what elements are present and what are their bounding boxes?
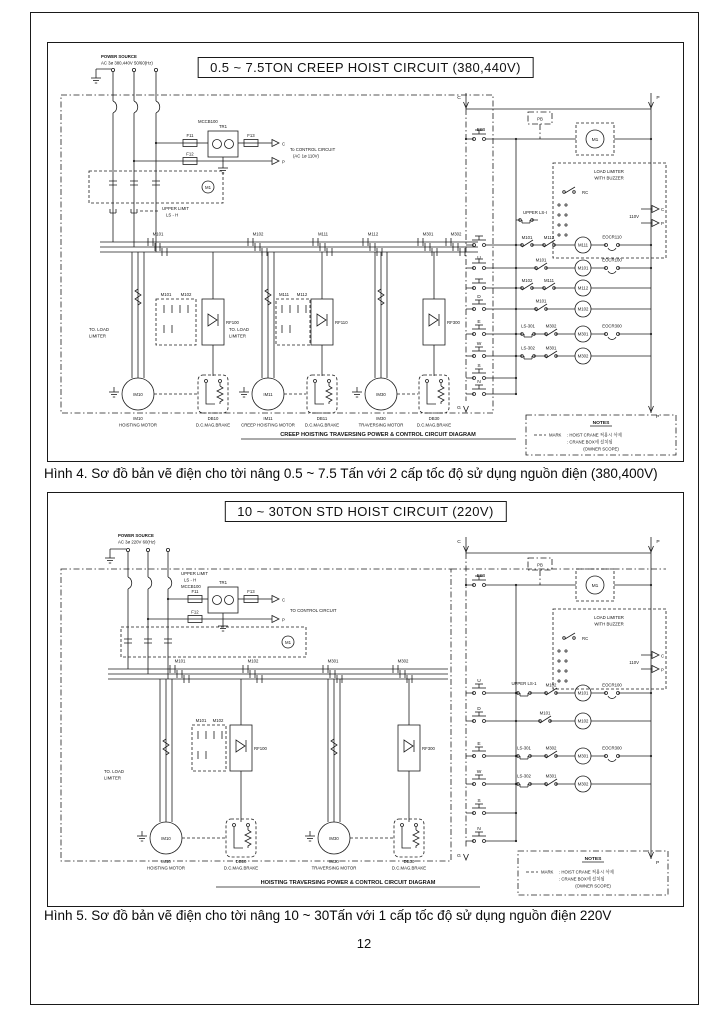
nc-contact-label: M302 xyxy=(545,323,557,329)
sub-contact-label: M102 xyxy=(212,718,224,723)
contactor-label: M102 xyxy=(252,231,264,237)
meter-label: M1 xyxy=(285,640,291,645)
load-limiter-label: WITH BUZZER xyxy=(594,621,624,627)
rectifier-label: RF300 xyxy=(447,320,460,325)
to-control-label: TO CONTROL CIRCUIT xyxy=(290,608,337,613)
to-load-limiter-label: TO. LOAD xyxy=(229,327,249,332)
notes-line2: : CRANE BOX에 설치됨 xyxy=(567,439,613,445)
arrow-p-label: P xyxy=(282,159,285,165)
to-load-limiter-label: TO. LOAD xyxy=(89,327,109,332)
esb-label: ESB xyxy=(476,573,486,578)
terminal-p-label: P xyxy=(656,96,660,101)
notes-line3: (OWNER SCOPE) xyxy=(575,883,611,889)
nc-contact-label: M112 xyxy=(543,235,555,240)
terminal-p-label: P xyxy=(656,540,660,545)
figure4-caption: Hình 4. Sơ đồ bản vẽ điện cho tời nâng 0.5 ~ 7.5 Tấn với 2 cấp tốc độ sử dụng nguồn điện (380,400V) xyxy=(44,466,658,481)
upper-limit-ls-label: LS - H xyxy=(184,577,197,583)
coil-label: M301 xyxy=(577,753,589,759)
power-rating-label: AC 3ø 380,440V 50/60(Hz) xyxy=(101,60,153,66)
upper-limit-label: UPPER LIMIT xyxy=(162,206,189,211)
diagram-footer-label: HOISTING TRAVERSING POWER & CONTROL CIRCUIT DIAGRAM xyxy=(260,880,436,886)
rectifier-label: RF300 xyxy=(422,746,435,751)
nc-contact-label: M101 xyxy=(521,235,533,240)
figure4-title-box: 0.5 ~ 7.5TON CREEP HOIST CIRCUIT (380,440V) xyxy=(197,57,534,78)
coil-label: M112 xyxy=(577,285,589,291)
fuse-f13-label: F13 xyxy=(247,589,255,594)
upper-limit-label: UPPER LIMIT xyxy=(181,571,208,576)
nc-contact-label: M301 xyxy=(545,773,557,779)
fuse-f11-label: F11 xyxy=(191,589,199,594)
sub-contact-label: M111 xyxy=(278,292,290,297)
button-label: S xyxy=(477,364,481,369)
motor-name-label: HOISTING MOTOR xyxy=(147,865,185,871)
g-terminal-label: G xyxy=(457,854,461,859)
figure5-title-box: 10 ~ 30TON STD HOIST CIRCUIT (220V) xyxy=(224,501,506,522)
notes-title: NOTES xyxy=(592,421,610,426)
button-label: U xyxy=(477,679,481,684)
mccb-label: MCCB100 xyxy=(181,584,201,589)
coil-label: M101 xyxy=(577,690,589,696)
coil-label: M102 xyxy=(577,306,589,312)
upper-limit-ls-label: LS - H xyxy=(166,212,179,218)
coil-label: M102 xyxy=(577,718,589,724)
limit-switch-label: LS-302 xyxy=(517,773,531,779)
figure5-panel xyxy=(47,492,684,907)
notes-line3: (OWNER SCOPE) xyxy=(583,446,619,452)
terminal-c-label: C xyxy=(457,96,461,101)
nc-contact-label: M101 xyxy=(535,298,547,304)
fuse-f12-label: F12 xyxy=(186,151,194,157)
relay-label: EOCR100 xyxy=(602,257,622,263)
brake-name-label: D.C.MAG.BRAKE xyxy=(195,422,231,428)
rectifier-label: RF100 xyxy=(226,320,239,325)
nc-contact-label: M101 xyxy=(539,710,551,716)
arrow-p-label: P xyxy=(661,221,664,226)
nc-contact-label: M102 xyxy=(545,682,557,688)
contactor-label: M101 xyxy=(152,231,164,237)
rc-label: RC xyxy=(582,636,589,641)
rectifier-label: RF110 xyxy=(335,320,348,325)
limit-switch-label: LS-302 xyxy=(521,345,535,351)
motor-id: IM10 xyxy=(133,392,143,397)
p-terminal-label: P xyxy=(656,861,660,866)
sub-contact-label: M101 xyxy=(195,718,207,723)
voltage-label: 110V xyxy=(629,660,639,665)
fuse-f13-label: F13 xyxy=(247,133,255,138)
sub-contact-label: M112 xyxy=(296,292,308,297)
pb-label: PB xyxy=(537,562,543,568)
contactor-label: M102 xyxy=(247,658,259,664)
nc-contact-label: M102 xyxy=(521,278,533,283)
button-label: W xyxy=(476,342,482,347)
nc-contact-label: M301 xyxy=(545,345,557,351)
notes-line1: : HOIST CRANE 적용시 삭제 xyxy=(567,432,622,438)
contactor-label: M111 xyxy=(317,231,329,237)
motor-id: IM10 xyxy=(161,836,171,841)
mccb-label: MCCB100 xyxy=(198,119,218,124)
notes-title: NOTES xyxy=(584,857,602,862)
to-load-limiter-label: LIMITER xyxy=(229,333,246,339)
to-control-label: To CONTROL CIRCUIT xyxy=(290,147,336,152)
rc-label: RC xyxy=(582,190,589,195)
brake-id-label: DB11 xyxy=(316,416,328,421)
contactor-label: M301 xyxy=(327,658,339,664)
voltage-label: 110V xyxy=(629,214,639,219)
relay-label: EOCR300 xyxy=(602,323,622,329)
upper-ls-label: UPPER LS-I xyxy=(523,210,547,215)
pb-label: PB xyxy=(537,116,543,122)
contactor-label: M112 xyxy=(367,231,379,237)
contactor-label: M302 xyxy=(397,658,409,664)
brake-id-label: DB10 xyxy=(235,859,247,864)
button-label: D xyxy=(477,707,481,712)
brake-name-label: D.C.MAG.BRAKE xyxy=(391,865,427,871)
notes-mark-label: MARK xyxy=(541,869,554,875)
brake-name-label: D.C.MAG.BRAKE xyxy=(223,865,259,871)
rectifier-label: RF100 xyxy=(254,746,267,751)
esb-label: ESB xyxy=(476,127,486,132)
limit-switch-label: LS-301 xyxy=(521,323,535,329)
coil-label: M301 xyxy=(577,331,589,337)
motor-id-label: IM10 xyxy=(161,859,171,864)
fig4-labels xyxy=(89,54,664,452)
terminal-c-label: C xyxy=(457,540,461,545)
brake-id-label: DB30 xyxy=(428,416,440,421)
fig5-wiring xyxy=(61,537,668,895)
sub-contact-label: M101 xyxy=(160,292,172,297)
creep-hoist-circuit-diagram xyxy=(48,43,683,461)
contactor-label: M302 xyxy=(450,231,462,237)
arrow-c-label: C xyxy=(282,597,286,603)
load-limiter-label: LOAD LIMITER xyxy=(594,615,624,620)
power-source-label: POWER SOURCE xyxy=(101,54,137,59)
button-label: E xyxy=(477,320,481,325)
coil-label: M101 xyxy=(577,265,589,271)
motor-id-label: IM30 xyxy=(329,859,339,864)
nc-contact-label: M101 xyxy=(535,257,547,263)
fig4-wiring xyxy=(61,68,676,455)
page-number: 12 xyxy=(356,936,372,951)
coil-label: M111 xyxy=(577,242,589,248)
brake-name-label: D.C.MAG.BRAKE xyxy=(416,422,452,428)
meter-m1-label: M1 xyxy=(591,138,599,143)
button-label: E xyxy=(477,742,481,747)
relay-label: EOCR100 xyxy=(602,682,622,688)
notes-mark-label: MARK xyxy=(549,432,562,438)
arrow-p-label: P xyxy=(661,667,664,673)
brake-id-label: DB30 xyxy=(403,859,415,864)
meter-label: M1 xyxy=(205,185,211,190)
motor-id-label: IM11 xyxy=(263,416,273,421)
motor-id-label: IM30 xyxy=(376,416,386,421)
arrow-c-label: C xyxy=(661,653,665,659)
brake-id-label: DB10 xyxy=(207,416,219,421)
nc-contact-label: M111 xyxy=(543,278,555,283)
motor-name-label: CREEP HOISTING MOTOR xyxy=(241,422,295,428)
to-load-limiter-label: LIMITER xyxy=(104,775,121,781)
motor-id: IM30 xyxy=(376,392,386,397)
contactor-label: M301 xyxy=(422,231,434,237)
motor-name-label: TRAVERSING MOTOR xyxy=(311,865,357,871)
load-limiter-label: WITH BUZZER xyxy=(594,175,624,181)
std-hoist-circuit-diagram xyxy=(48,493,683,906)
meter-m1-label: M1 xyxy=(591,584,599,589)
g-terminal-label: G xyxy=(457,406,461,411)
coil-label: M302 xyxy=(577,353,589,359)
to-control-voltage-label: (AC 1ø 110V) xyxy=(293,153,319,159)
sub-contact-label: M102 xyxy=(180,292,192,297)
motor-id-label: IM10 xyxy=(133,416,143,421)
p-terminal-label: P xyxy=(656,415,660,420)
load-limiter-label: LOAD LIMITER xyxy=(594,169,624,174)
contactor-label: M101 xyxy=(174,658,186,664)
relay-label: EOCR300 xyxy=(602,745,622,751)
coil-label: M302 xyxy=(577,781,589,787)
arrow-c-label: C xyxy=(661,207,665,212)
arrow-p-label: P xyxy=(282,617,285,623)
transformer-label: TR1 xyxy=(218,580,228,585)
power-source-label: POWER SOURCE xyxy=(118,533,154,538)
motor-id: IM11 xyxy=(263,392,273,397)
limit-switch-label: UPPER LS-1 xyxy=(511,681,537,686)
notes-line1: : HOIST CRANE 적용시 삭제 xyxy=(559,869,614,875)
transformer-label: TR1 xyxy=(218,124,228,129)
button-label: U xyxy=(477,256,481,261)
fuse-f11-label: F11 xyxy=(186,133,194,138)
notes-line2: : CRANE BOX에 설치됨 xyxy=(559,876,605,882)
fig5-labels xyxy=(104,533,664,889)
button-label: W xyxy=(476,770,482,775)
figure5-caption: Hình 5. Sơ đồ bản vẽ điện cho tời nâng 10 ~ 30Tấn với 1 cấp tốc độ sử dụng nguồn điện 220V xyxy=(44,908,612,923)
nc-contact-label: M302 xyxy=(545,745,557,751)
to-load-limiter-label: LIMITER xyxy=(89,333,106,339)
power-rating-label: AC 3ø 220V 60(Hz) xyxy=(118,539,156,545)
brake-name-label: D.C.MAG.BRAKE xyxy=(304,422,340,428)
to-load-limiter-label: TO. LOAD xyxy=(104,769,124,774)
figure4-panel xyxy=(47,42,684,462)
fuse-f12-label: F12 xyxy=(191,609,199,615)
motor-name-label: HOISTING MOTOR xyxy=(119,422,157,428)
motor-name-label: TRAVERSING MOTOR xyxy=(358,422,404,428)
relay-label: EOCR110 xyxy=(602,234,622,240)
arrow-c-label: C xyxy=(282,141,286,147)
motor-id: IM30 xyxy=(329,836,339,841)
button-label: S xyxy=(477,799,481,804)
limit-switch-label: LS-301 xyxy=(517,745,531,751)
button-label: D xyxy=(477,295,481,300)
button-label: N xyxy=(477,827,481,832)
diagram-footer-label: CREEP HOISTING TRAVERSING POWER & CONTROL CIRCUIT DIAGRAM xyxy=(280,432,476,438)
button-label: N xyxy=(477,380,481,385)
